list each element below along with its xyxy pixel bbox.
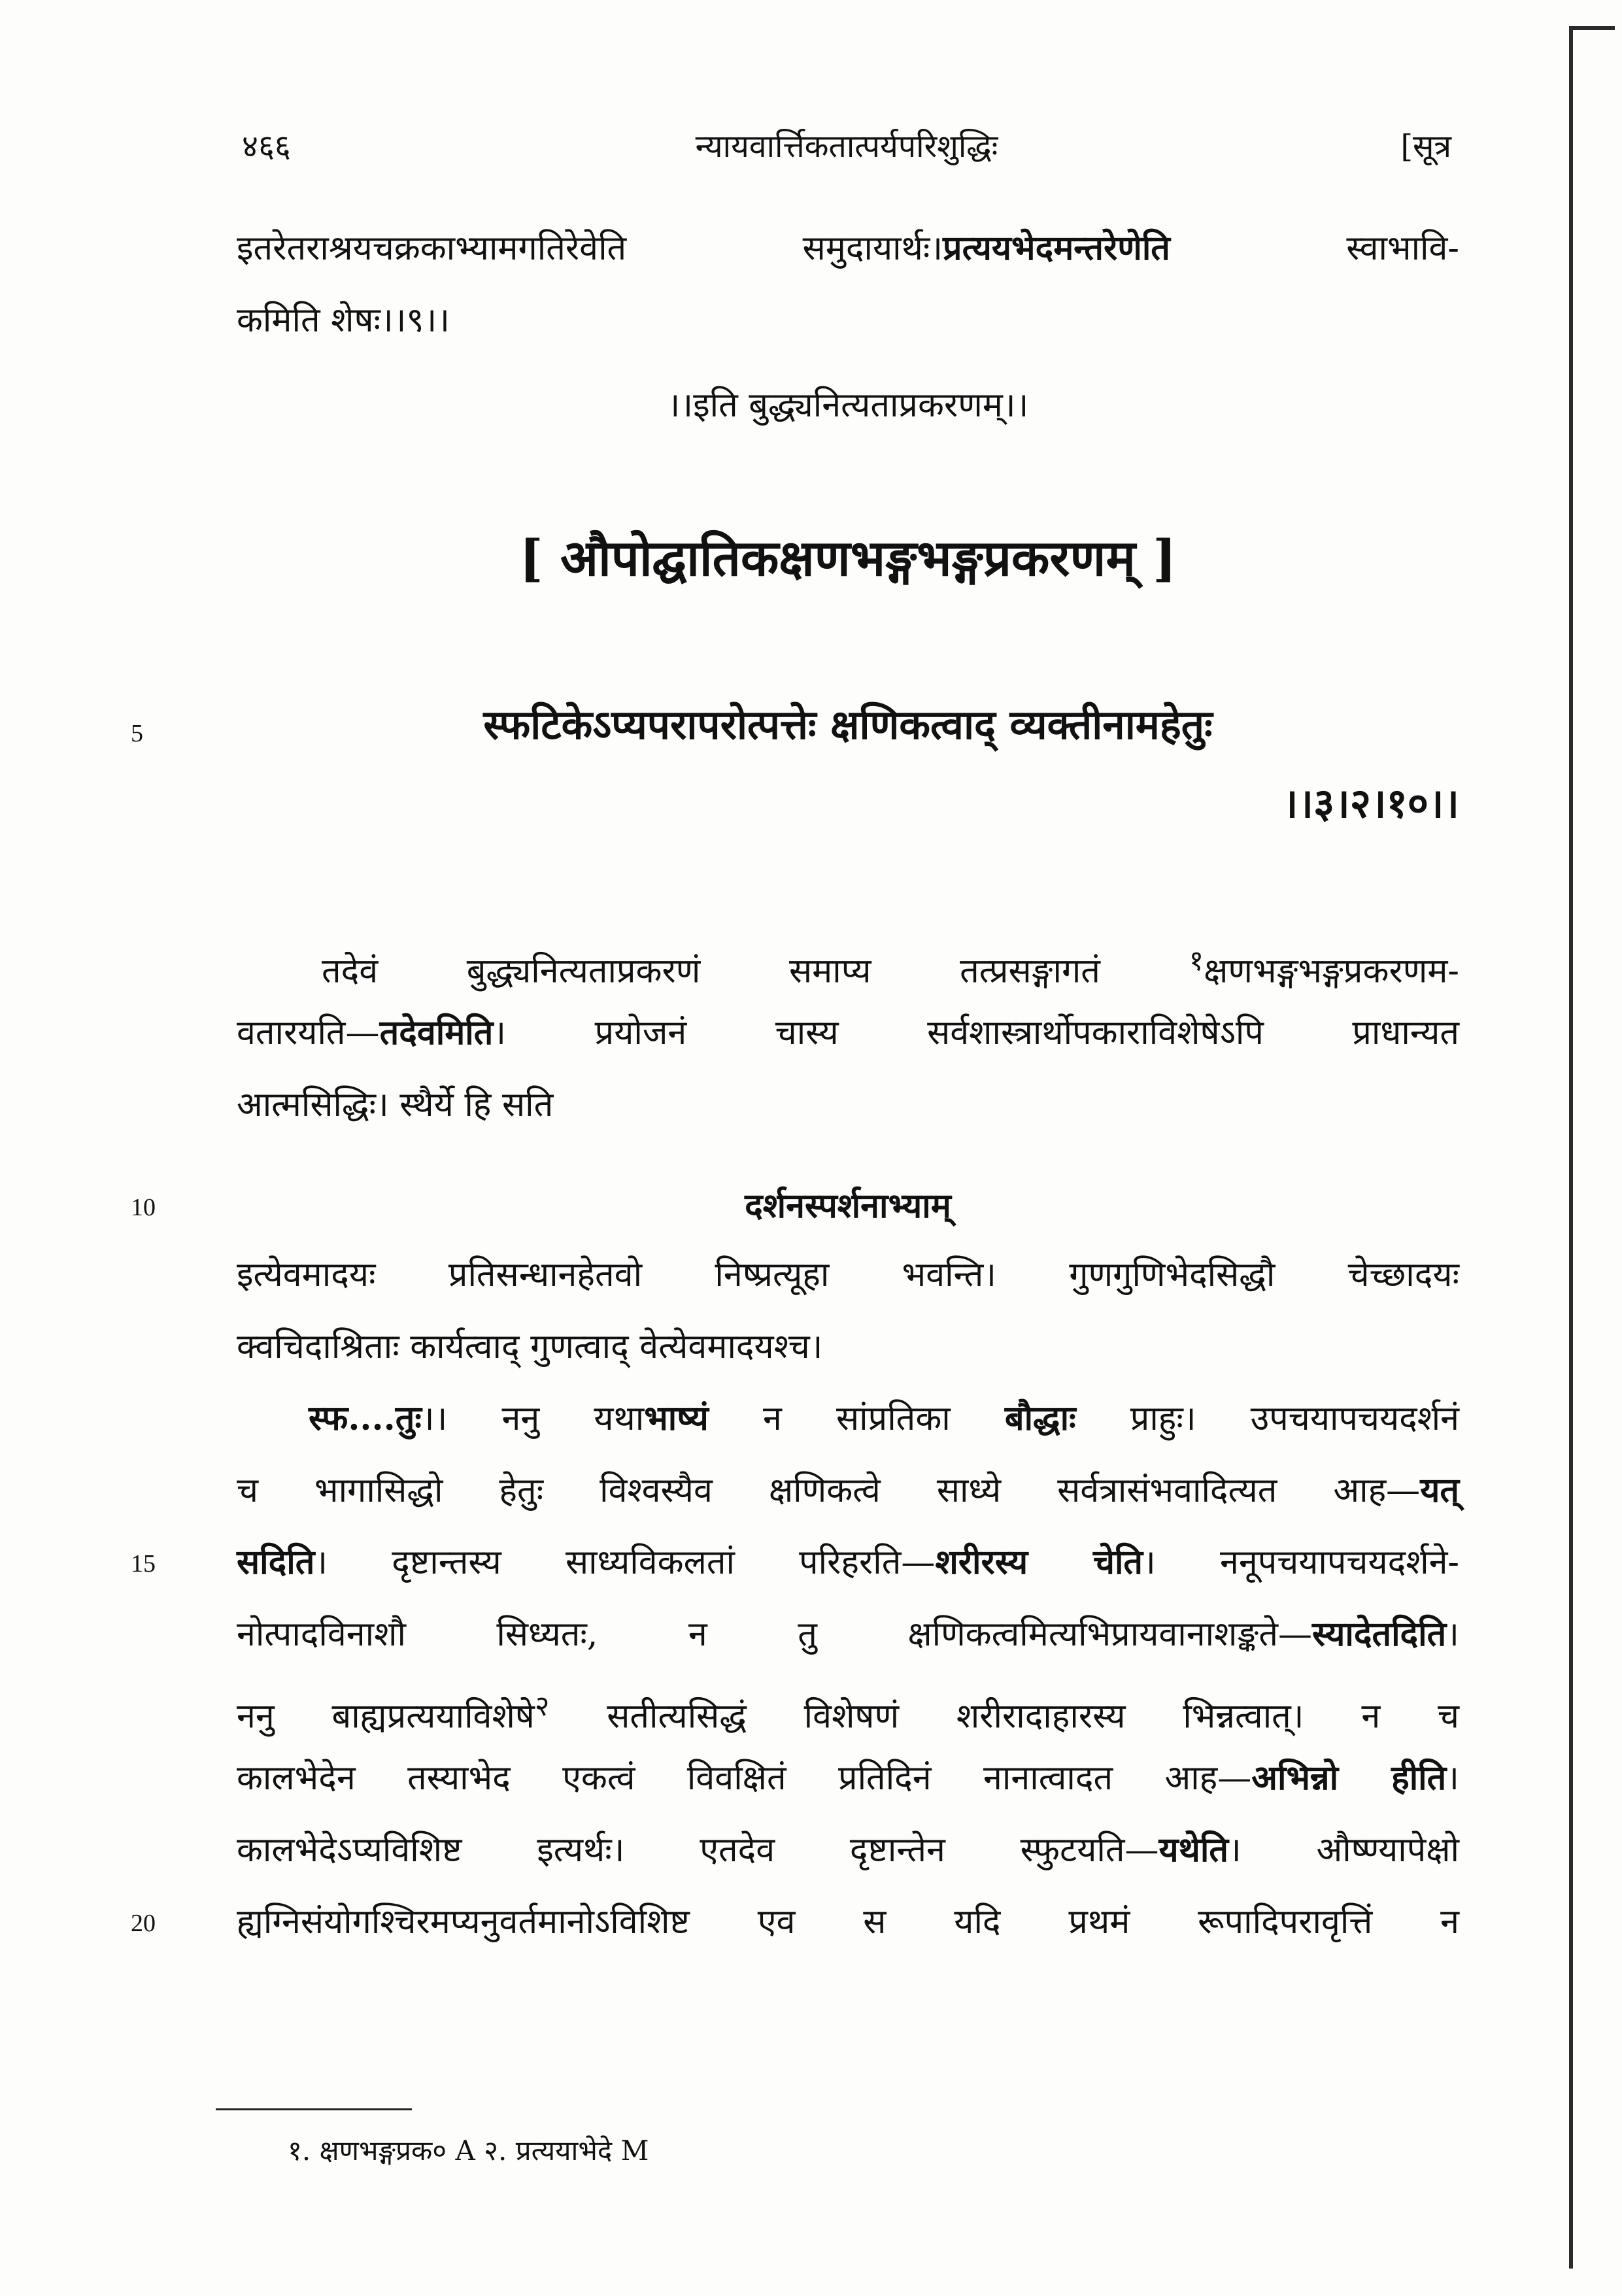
text-line: आत्मसिद्धिः। स्थैर्ये हि सति (237, 1085, 554, 1124)
text-line: तदेवं बुद्ध्यनित्यताप्रकरणं समाप्य तत्प्रसङ्गागतं $^१$क्षणभङ्गभङ्गप्रकरणम- (322, 945, 1459, 991)
section-end-line: ।।इति बुद्ध्यनित्यताप्रकरणम्।। (667, 386, 1029, 425)
text-line: इतरेतराश्रयचक्रकाभ्यामगतिरेवेति समुदायार्थः।प्रत्ययभेदमन्तरेणेति स्वाभावि- (237, 228, 1459, 268)
page-edge-line (1569, 26, 1573, 2269)
section-title: [ औपोद्घातिकक्षणभङ्गभङ्गप्रकरणम् ] (519, 529, 1177, 587)
text-line: च भागासिद्धो हेतुः विश्वस्यैव क्षणिकत्वे साध्ये सर्वत्रासंभवादित्यत आह—यत् (237, 1470, 1459, 1510)
page-edge-cap (1569, 26, 1615, 30)
page-number: ४६६ (242, 128, 291, 165)
text-line: कालभेदेन तस्याभेद एकत्वं विवक्षितं प्रतिदिनं नानात्वादत आह—अभिन्नो हीति। (237, 1758, 1460, 1798)
text-line: कालभेदेऽप्यविशिष्ट इत्यर्थः। एतदेव दृष्टान्तेन स्फुटयति—यथेति। औष्ण्यापेक्षो (237, 1830, 1459, 1870)
text-line: नोत्पादविनाशौ सिध्यतः, न तु क्षणिकत्वमित्यभिप्रायवानाशङ्कते—स्यादेतदिति। (237, 1614, 1459, 1654)
text-line: कमिति शेषः।।९।। (237, 301, 450, 340)
text-line: ननु बाह्यप्रत्ययाविशेषे$^२$ सतीत्यसिद्धं विशेषणं शरीरादाहारस्य भिन्नत्वात्। न च (237, 1690, 1460, 1736)
page-header (242, 124, 1451, 177)
line-number: 5 (131, 720, 143, 747)
running-right: [सूत्र (1400, 128, 1451, 165)
sutra-number: ।।३।२।१०।। (1283, 779, 1459, 827)
sutra-text: स्फटिकेऽप्यपरापरोत्पत्तेः क्षणिकत्वाद् व्यक्तीनामहेतुः (483, 701, 1213, 749)
text-line: ह्यग्निसंयोगश्चिरमप्यनुवर्तमानोऽविशिष्ट एव स यदि प्रथमं रूपादिपरावृत्तिं न (237, 1902, 1459, 1942)
text-line: इत्येवमादयः प्रतिसन्धानहेतवो निष्प्रत्यूहा भवन्ति। गुणगुणिभेदसिद्धौ चेच्छादयः (237, 1255, 1459, 1294)
text-line: स्फ....तुः।। ननु यथाभाष्यं न सांप्रतिका बौद्धाः प्राहुः। उपचयापचयदर्शनं (309, 1398, 1459, 1438)
text-line: सदिति। दृष्टान्तस्य साध्यविकलतां परिहरति—शरीरस्य चेति। ननूपचयापचयदर्शने- (237, 1542, 1460, 1582)
running-title: न्यायवार्त्तिकतात्पर्यपरिशुद्धिः (695, 128, 998, 165)
footnote: १. क्षणभङ्गप्रक० A २. प्रत्ययाभेदे M (288, 2135, 649, 2167)
line-number: 10 (131, 1194, 156, 1221)
footnote-rule (216, 2108, 412, 2110)
subheading: दर्शनस्पर्शनाभ्याम् (745, 1186, 951, 1226)
text-line: क्वचिदाश्रिताः कार्यत्वाद् गुणत्वाद् वेत्येवमादयश्च। (237, 1327, 823, 1366)
line-number: 15 (131, 1550, 156, 1578)
text-line: वतारयति—तदेवमिति। प्रयोजनं चास्य सर्वशास्त्रार्थोपकाराविशेषेऽपि प्राधान्यत (237, 1013, 1459, 1053)
line-number: 20 (131, 1910, 156, 1937)
